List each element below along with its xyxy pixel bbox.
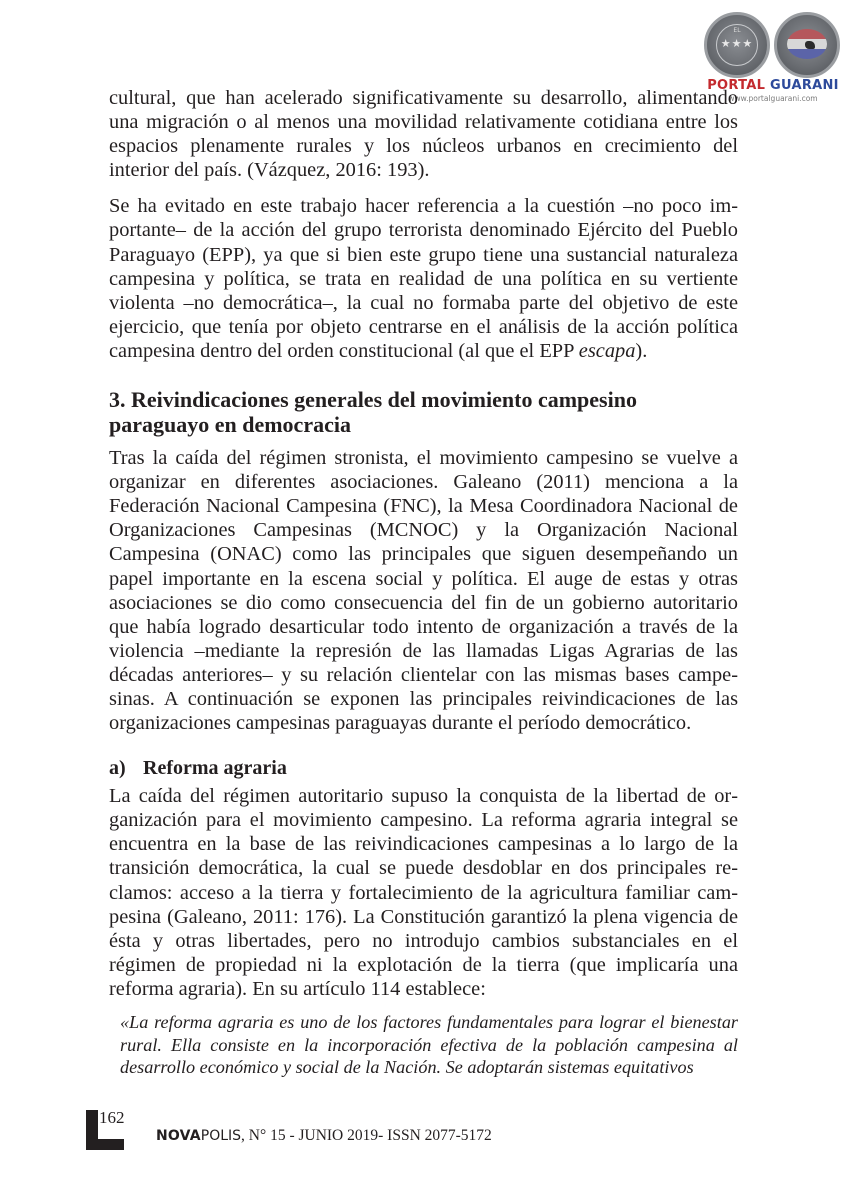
constitution-quote: «La reforma agraria es uno de los factores fundamentales para lograr el bienestar rural. Ella consiste en la incorporación efectiva de la población campesina al desarrollo económico y social de la Nación. Se adoptarán sistemas equitativos	[120, 1012, 738, 1078]
coin-paraguay-flag-icon	[774, 12, 840, 78]
page-number: 162	[99, 1108, 125, 1127]
watermark-name: PORTAL GUARANI	[707, 78, 839, 93]
journal-footer: NOVAPOLIS, N° 15 - JUNIO 2019- ISSN 2077-5172	[156, 1127, 492, 1144]
paragraph-epp: Se ha evitado en este trabajo hacer referencia a la cuestión –no poco importante– de la acción del grupo terrorista denominado Ejército del Pueblo Paraguayo (EPP), ya que si bien este grupo tiene una sustancial naturaleza campesina y política, se trata en realidad de una política en su vertiente violenta –no democrática–, la cual no formaba parte del objetivo de este ejercicio, que tenía por objeto centrarse en el análisis de la acción política campesina dentro del orden constitucional (al que el EPP escapa).	[109, 195, 738, 362]
coin-stars-icon: EL ★★★	[704, 12, 770, 78]
paragraph-organizations: Tras la caída del régimen stronista, el movimiento campesino se vuelve a organizar en diferentes asociaciones. Galeano (2011) menciona a la Federación Nacional Campesina (FNC), la Mesa Coordinadora Nacional de Organizaciones Campesinas (MCNOC) y la Organización Nacional Campesina (ONAC) como las principales que siguen desempeñando un papel importante en la escena social y política. El auge de estas y otras asociaciones se dio como consecuencia del fin de un gobierno autoritario que había logrado desarticular todo intento de organización a través de la violencia –mediante la represión de las llamadas Ligas Agrarias de las décadas anteriores– y su relación clientelar con las mismas bases campesinas. A continuación se exponen las principales reivindicaciones de las organizaciones campesinas paraguayas durante el período democrático.	[109, 447, 738, 735]
paragraph-continuation: cultural, que han acelerado significativamente su desarrollo, alimentando una migración o al menos una movilidad relativamente cotidiana entre los espacios plenamente rurales y los núcleos urbanos en crecimiento del interior del país. (Vázquez, 2016: 193).	[109, 87, 738, 182]
paragraph-agrarian-reform: La caída del régimen autoritario supuso la conquista de la libertad de organización para el movimiento campesino. La reforma agraria integral se encuentra en la base de las reivindicaciones campesinas a lo largo de la transición democrática, la cual se puede desdoblar en dos principales reclamos: acceso a la tierra y fortalecimiento de la agricultura familiar campesina (Galeano, 2011: 176). La Constitución garantizó la plena vigencia de ésta y otras libertades, pero no introdujo cambios substanciales en el régimen de propiedad ni la explotación de la tierra (que implicaría una reforma agraria). En su artículo 114 establece:	[109, 785, 738, 1000]
section-heading: 3. Reivindicaciones generales del movimiento campesino paraguayo en democracia	[109, 387, 637, 438]
watermark-url: www.portalguarani.com	[728, 94, 818, 103]
subsection-heading: a) Reforma agraria	[109, 757, 287, 780]
page-body	[109, 86, 738, 1079]
page-corner-mark-base	[86, 1139, 124, 1150]
